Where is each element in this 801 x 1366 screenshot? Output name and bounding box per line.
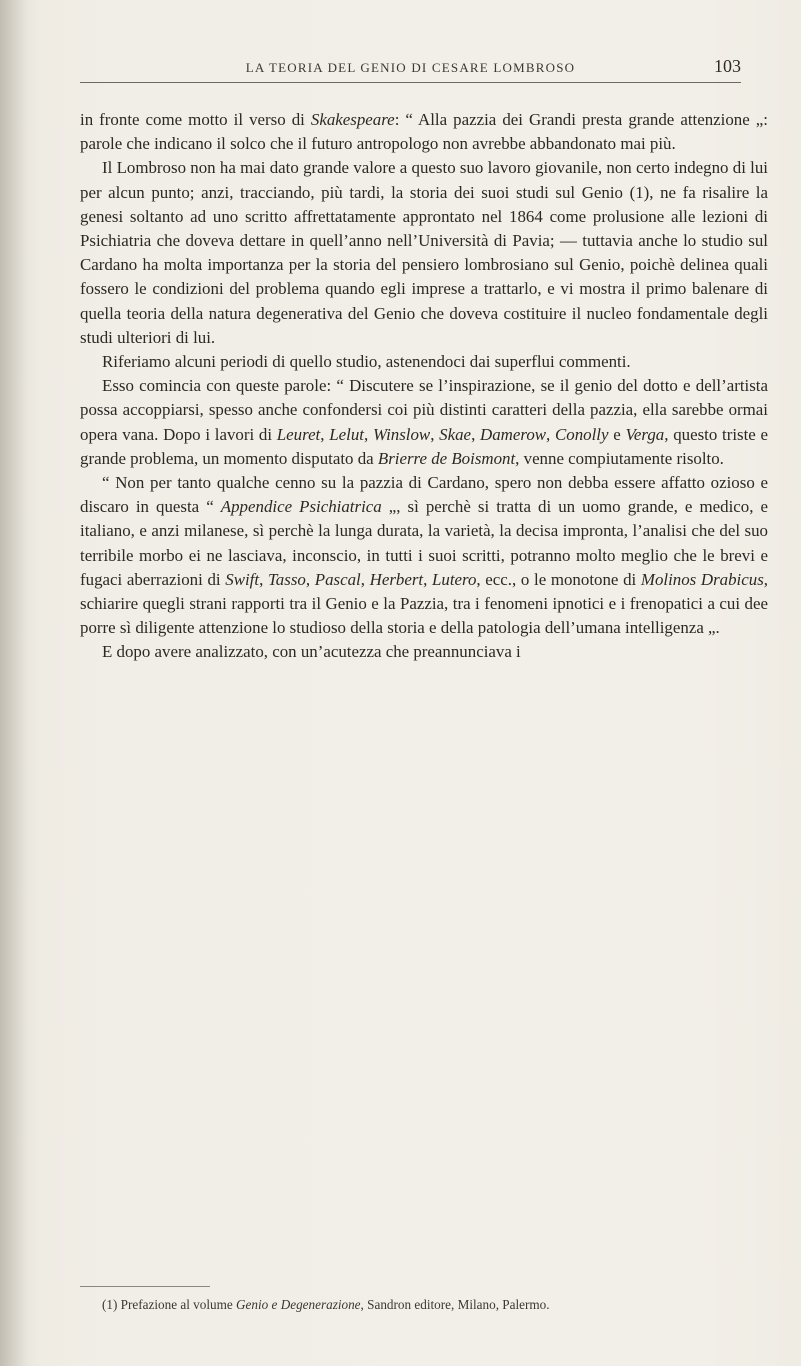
italic-name: Herbert bbox=[369, 569, 424, 589]
text-run: „, sì perchè si tratta di un uomo grande, e medico, e italiano, e anzi milanese, sì perchè la lunga durata, la varietà, la decisa impronta, l’analisi che del suo terribile morbo ei ne lasciava, inconscio, in tutti i suoi scritti, potranno molto meglio che le brevi e fugaci aberrazioni di bbox=[80, 497, 768, 589]
text-run: E dopo avere analizzato, con un’acutezza che preannunciava i bbox=[102, 642, 521, 662]
italic-name: Lutero bbox=[432, 569, 477, 589]
running-head bbox=[80, 56, 741, 83]
italic-name: Lelut bbox=[329, 424, 364, 444]
text-run: Il Lombroso non ha mai dato grande valore a questo suo lavoro giovanile, non certo indegno di lui per alcun punto; anzi, tracciando, più tardi, la storia dei suoi studi sul Genio (1), ne fa risalire la genesi soltanto ad uno scritto affrettatamente approntato nel 1864 come prolusione alle lezioni di Psichiatria che doveva dettare in quell’anno nell’Università di Pavia; — tuttavia anche lo studio sul Cardano ha molta importanza per la storia del pensiero lombrosiano sul Genio, poichè delinea quali fossero le condizioni del problema quando egli imprese a trattarlo, e vi mostra il primo balenare di quella teoria della natura degenerativa del Genio che doveva costituire il nucleo fondamentale degli studi ulteriori di lui. bbox=[80, 158, 768, 347]
italic-name: Appendice Psichiatrica bbox=[220, 497, 382, 517]
gutter-shadow bbox=[0, 0, 28, 1366]
italic-name: Damerow bbox=[480, 424, 547, 444]
text-run: , bbox=[546, 424, 555, 444]
text-run: , bbox=[305, 569, 315, 589]
paragraph bbox=[80, 156, 768, 350]
text-run: , venne compiutamente risolto. bbox=[515, 448, 724, 468]
paragraph bbox=[80, 471, 768, 640]
footnote bbox=[80, 1296, 768, 1313]
italic-name: Pascal bbox=[314, 569, 361, 589]
text-run: , bbox=[363, 424, 373, 444]
text-run: , bbox=[423, 569, 432, 589]
text-run: Riferiamo alcuni periodi di quello studio, astenendoci dai superflui commenti. bbox=[102, 352, 631, 372]
text-run: , bbox=[430, 424, 440, 444]
italic-name: Tasso bbox=[267, 569, 306, 589]
text-run: (1) Prefazione al volume bbox=[102, 1297, 237, 1312]
italic-name: Verga bbox=[625, 424, 665, 444]
text-run: , ecc., o le monotone di bbox=[476, 569, 641, 589]
text-run: , bbox=[320, 424, 330, 444]
italic-name: Skae bbox=[439, 424, 472, 444]
text-run: , bbox=[259, 569, 268, 589]
text-run: , bbox=[471, 424, 481, 444]
text-run: : “ Alla pazzia dei Grandi presta grande attenzione „: parole che indicano il solco che il futuro antropologo non avrebbe abbandonato mai più. bbox=[80, 110, 768, 154]
paragraph bbox=[80, 374, 768, 471]
text-run: , Sandron editore, Milano, Palermo. bbox=[360, 1297, 550, 1312]
footnote-rule bbox=[80, 1286, 210, 1287]
footnote-text bbox=[80, 1296, 768, 1313]
italic-name: Swift bbox=[225, 569, 260, 589]
italic-name: Genio e Degenerazione bbox=[236, 1297, 361, 1312]
italic-name: Winslow bbox=[372, 424, 431, 444]
italic-name: Conolly bbox=[555, 424, 609, 444]
italic-name: Skakespeare bbox=[310, 110, 395, 129]
text-run: Esso comincia con queste parole: “ Discutere se l’inspirazione, se il genio del dotto e dell’artista possa accoppiarsi, spesso anche confondersi coi più distinti caratteri della pazzia, ella sarebbe ormai opera vana. Dopo i lavori di bbox=[80, 376, 768, 444]
text-run: , bbox=[360, 569, 370, 589]
text-run: , schiarire quegli strani rapporti tra il Genio e la Pazzia, tra i fenomeni ipnotici e i frenopatici a cui dee porre sì diligente attenzione lo studioso della storia e della patologia dell’umana intelligenza „. bbox=[80, 569, 769, 638]
italic-name: Leuret bbox=[276, 424, 321, 444]
italic-name: Molinos Drabicus bbox=[640, 569, 764, 589]
paragraph bbox=[80, 350, 768, 374]
body-text bbox=[80, 108, 768, 665]
paragraph bbox=[80, 640, 768, 664]
paragraph bbox=[80, 108, 768, 156]
italic-name: Brierre de Boismont bbox=[377, 448, 516, 468]
running-title: LA TEORIA DEL GENIO DI CESARE LOMBROSO bbox=[245, 60, 576, 75]
text-run: , questo triste e grande problema, un momento disputato da bbox=[80, 424, 769, 468]
text-run: e bbox=[608, 424, 626, 444]
text-run: “ Non per tanto qualche cenno su la pazzia di Cardano, spero non debba essere affatto ozioso e discaro in questa “ bbox=[80, 473, 768, 517]
text-run: in fronte come motto il verso di bbox=[80, 110, 311, 129]
page-number: 103 bbox=[714, 56, 741, 76]
